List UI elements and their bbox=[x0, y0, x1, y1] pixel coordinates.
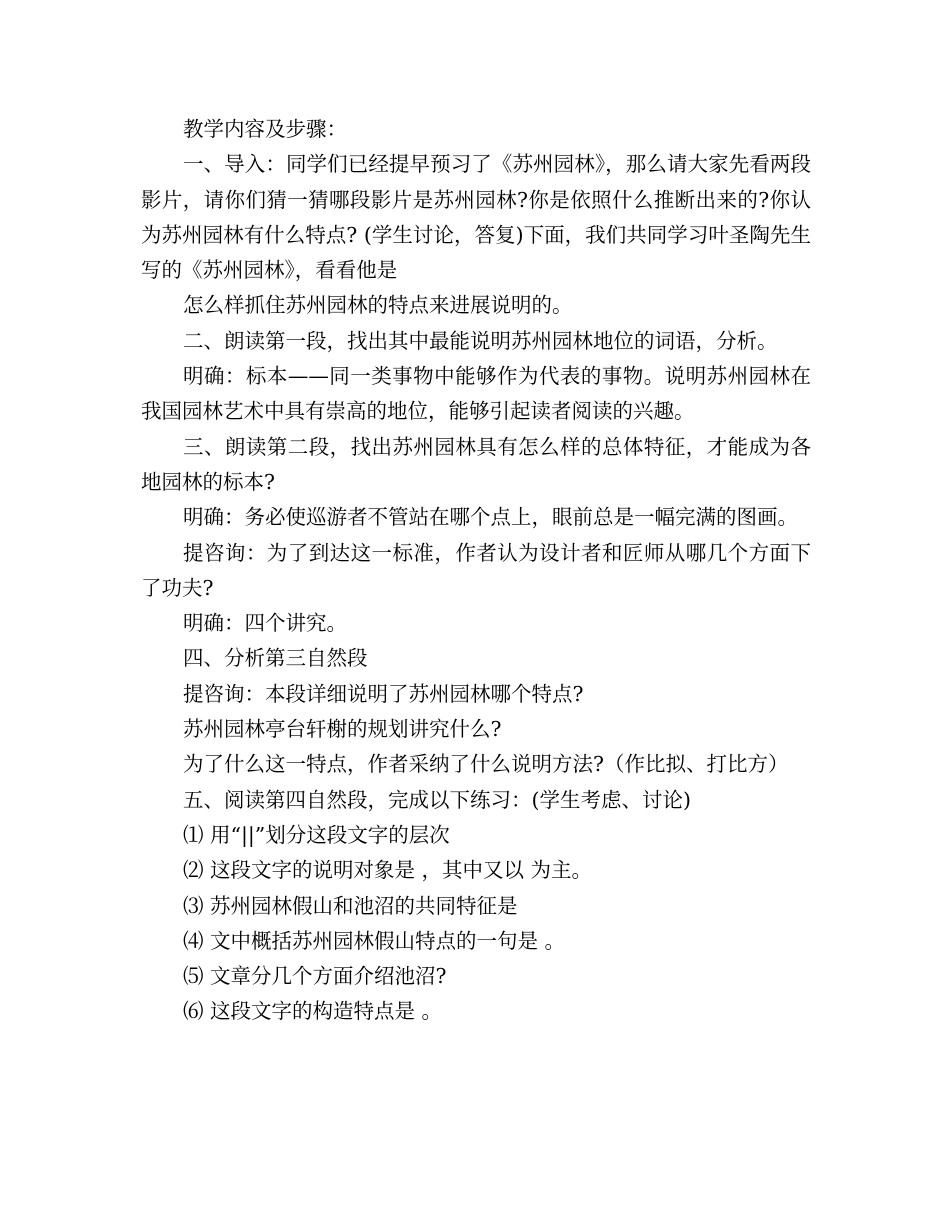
paragraph-step-three: 三、朗读第二段，找出苏州园林具有怎么样的总体特征，才能成为各地园林的标本? bbox=[141, 434, 811, 494]
exercise-item-4: ⑷ 文中概括苏州园林假山特点的一句是 。 bbox=[183, 928, 566, 953]
document-body bbox=[141, 112, 811, 1030]
paragraph-question-two: 提咨询：本段详细说明了苏州园林哪个特点? bbox=[183, 681, 584, 706]
paragraph-question-one: 提咨询：为了到达这一标准，作者认为设计者和匠师从哪几个方面下了功夫? bbox=[141, 540, 811, 600]
exercise-item-2: ⑵ 这段文字的说明对象是 ，其中又以 为主。 bbox=[183, 858, 593, 883]
exercise-item-5: ⑸ 文章分几个方面介绍池沼? bbox=[183, 964, 447, 989]
exercise-item-3: ⑶ 苏州园林假山和池沼的共同特征是 bbox=[183, 893, 518, 918]
paragraph-intro-continued: 怎么样抓住苏州园林的特点来进展说明的。 bbox=[183, 293, 573, 318]
exercise-item-1: ⑴ 用“||”划分这段文字的层次 bbox=[183, 822, 450, 847]
exercise-item-6: ⑹ 这段文字的构造特点是 。 bbox=[183, 999, 443, 1024]
paragraph-answer-one: 明确：标本——同一类事物中能够作为代表的事物。说明苏州园林在我国园林艺术中具有崇高的地位，能够引起读者阅读的兴趣。 bbox=[141, 364, 811, 424]
paragraph-question-three: 苏州园林亭台轩榭的规划讲究什么? bbox=[183, 717, 502, 742]
paragraph-intro: 一、导入：同学们已经提早预习了《苏州园林》，那么请大家先看两段影片，请你们猜一猜哪段影片是苏州园林?你是依照什么推断出来的?你认为苏州园林有什么特点? (学生讨论，答复)下面，我们共同学习叶圣陶先生写的《苏州园林》，看看他是 bbox=[141, 152, 811, 283]
paragraph-step-four: 四、分析第三自然段 bbox=[183, 646, 368, 671]
paragraph-step-two: 二、朗读第一段，找出其中最能说明苏州园林地位的词语，分析。 bbox=[183, 328, 778, 353]
paragraph-answer-two: 明确：务必使巡游者不管站在哪个点上，眼前总是一幅完满的图画。 bbox=[183, 505, 798, 530]
paragraph-answer-three: 明确：四个讲究。 bbox=[183, 611, 347, 636]
paragraph-question-four: 为了什么这一特点，作者采纳了什么说明方法?（作比拟、打比方） bbox=[183, 752, 789, 777]
section-heading: 教学内容及步骤： bbox=[183, 117, 347, 141]
paragraph-step-five: 五、阅读第四自然段，完成以下练习：(学生考虑、讨论) bbox=[183, 787, 691, 812]
